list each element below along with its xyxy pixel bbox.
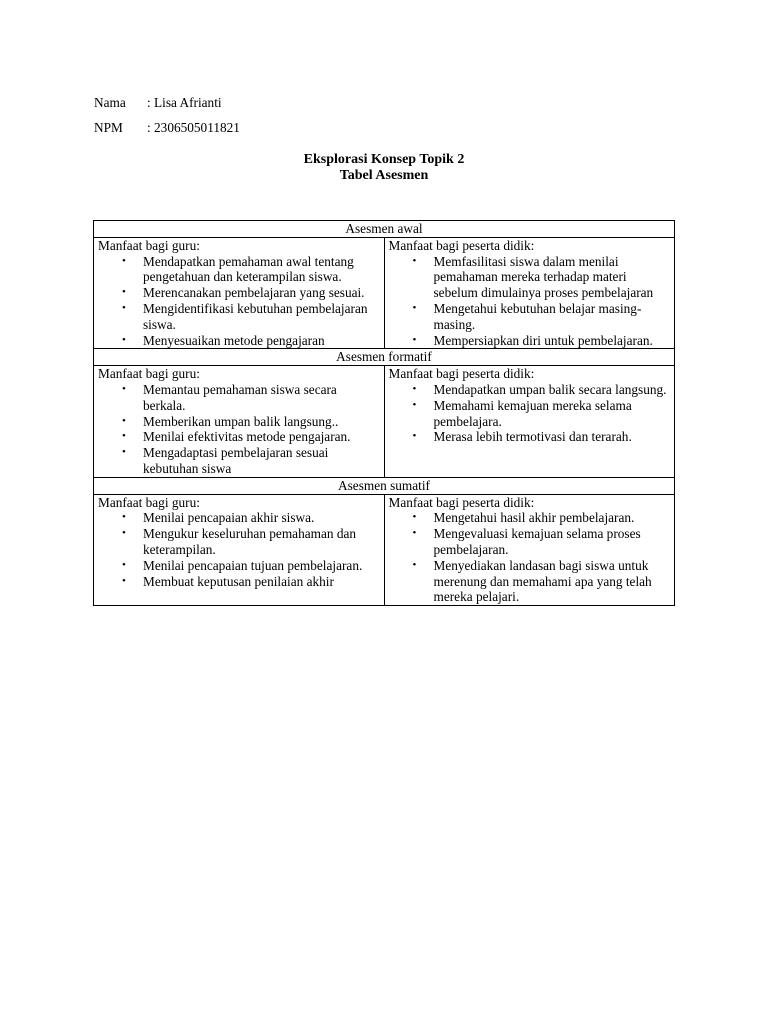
list-item <box>389 301 671 333</box>
section-title: Asesmen formatif <box>94 349 675 366</box>
list-item <box>98 574 380 590</box>
list-item-text: Merasa lebih termotivasi dan terarah. <box>433 429 632 445</box>
list-item-text: Mengidentifikasi kebutuhan pembelajaran siswa. <box>143 300 368 332</box>
bullet-icon: • <box>122 414 126 427</box>
document-subtitle: Tabel Asesmen <box>339 168 429 183</box>
bullet-icon: • <box>122 511 126 524</box>
bullet-icon: • <box>412 301 417 314</box>
section-title-row <box>94 349 675 366</box>
list-item-text: Menilai pencapaian tujuan pembelajaran. <box>143 557 363 573</box>
list-item <box>389 429 671 445</box>
bullet-icon: • <box>412 333 417 346</box>
list-item-text: Merencanakan pembelajaran yang sesuai. <box>143 285 365 301</box>
bullet-icon: • <box>412 527 417 540</box>
document-titles <box>0 152 768 184</box>
bullet-icon: • <box>412 254 417 267</box>
guru-cell <box>94 494 385 606</box>
list-item <box>98 558 380 574</box>
siswa-heading: Manfaat bagi peserta didik: <box>388 237 535 253</box>
list-item-text: Mengevaluasi kemajuan selama proses pembelajaran. <box>433 526 641 557</box>
nama-row <box>94 95 222 111</box>
guru-cell <box>94 366 385 478</box>
siswa-list <box>389 382 671 445</box>
section-content-row <box>94 366 675 478</box>
list-item <box>389 398 671 430</box>
list-item-text: Memberikan umpan balik langsung.. <box>143 413 339 429</box>
list-item <box>389 510 671 526</box>
list-item-text: Menyediakan landasan bagi siswa untuk merenung dan memahami apa yang telah mereka pelajari. <box>433 557 652 605</box>
guru-list <box>98 510 380 589</box>
list-item <box>98 301 380 333</box>
asesmen-table <box>93 220 675 606</box>
bullet-icon: • <box>122 527 126 540</box>
section-title: Asesmen sumatif <box>94 477 675 494</box>
guru-heading: Manfaat bagi guru: <box>98 237 200 253</box>
list-item <box>98 445 380 477</box>
bullet-icon: • <box>412 382 417 395</box>
list-item-text: Mengetahui hasil akhir pembelajaran. <box>433 510 635 526</box>
bullet-icon: • <box>412 558 417 571</box>
list-item-text: Mendapatkan umpan balik secara langsung. <box>433 381 667 397</box>
list-item-text: Mengukur keseluruhan pemahaman dan keterampilan. <box>143 526 357 557</box>
list-item <box>98 333 380 349</box>
npm-value: : 2306505011821 <box>147 120 240 135</box>
nama-label: Nama <box>94 95 126 110</box>
siswa-cell <box>384 237 675 349</box>
list-item <box>98 254 380 286</box>
list-item-text: Mengetahui kebutuhan belajar masing-masing. <box>433 300 642 332</box>
list-item <box>98 382 380 414</box>
list-item-text: Menilai pencapaian akhir siswa. <box>143 510 315 526</box>
list-item-text: Memantau pemahaman siswa secara berkala. <box>143 381 337 413</box>
npm-label: NPM <box>94 120 123 135</box>
guru-cell <box>94 237 385 349</box>
list-item-text: Mempersiapkan diri untuk pembelajaran. <box>433 332 653 348</box>
bullet-icon: • <box>122 286 126 299</box>
list-item <box>98 414 380 430</box>
siswa-list <box>389 510 671 605</box>
guru-heading: Manfaat bagi guru: <box>98 366 200 382</box>
bullet-icon: • <box>412 511 417 524</box>
section-title-row <box>94 221 675 238</box>
siswa-cell <box>384 494 675 606</box>
list-item <box>98 285 380 301</box>
list-item <box>389 382 671 398</box>
bullet-icon: • <box>122 430 126 443</box>
section-title: Asesmen awal <box>94 221 675 238</box>
guru-list <box>98 382 380 477</box>
list-item <box>98 510 380 526</box>
guru-list <box>98 254 380 349</box>
bullet-icon: • <box>122 446 126 459</box>
bullet-icon: • <box>122 333 126 346</box>
list-item-text: Memahami kemajuan mereka selama pembelajara. <box>433 397 632 429</box>
section-title-row <box>94 477 675 494</box>
bullet-icon: • <box>412 430 417 443</box>
list-item <box>389 558 671 605</box>
list-item-text: Mendapatkan pemahaman awal tentang pengetahuan dan keterampilan siswa. <box>143 253 354 285</box>
list-item-text: Memfasilitasi siswa dalam menilai pemahaman mereka terhadap materi sebelum dimulainya proses pembelajaran <box>433 253 654 301</box>
section-content-row <box>94 237 675 349</box>
bullet-icon: • <box>412 398 417 411</box>
list-item-text: Menyesuaikan metode pengajaran <box>143 332 325 348</box>
document-title: Eksplorasi Konsep Topik 2 <box>303 152 465 167</box>
list-item-text: Membuat keputusan penilaian akhir <box>143 573 334 589</box>
nama-value: : Lisa Afrianti <box>147 95 222 110</box>
siswa-heading: Manfaat bagi peserta didik: <box>388 494 535 510</box>
siswa-cell <box>384 366 675 478</box>
bullet-icon: • <box>122 254 126 267</box>
list-item <box>389 526 671 558</box>
list-item <box>98 429 380 445</box>
siswa-list <box>389 254 671 349</box>
bullet-icon: • <box>122 574 126 587</box>
npm-row <box>94 120 240 136</box>
bullet-icon: • <box>122 382 126 395</box>
list-item-text: Mengadaptasi pembelajaran sesuai kebutuhan siswa <box>143 445 329 476</box>
siswa-heading: Manfaat bagi peserta didik: <box>388 366 535 382</box>
bullet-icon: • <box>122 301 126 314</box>
guru-heading: Manfaat bagi guru: <box>98 494 200 510</box>
list-item-text: Menilai efektivitas metode pengajaran. <box>143 429 351 445</box>
list-item <box>389 254 671 301</box>
list-item <box>389 333 671 349</box>
section-content-row <box>94 494 675 606</box>
bullet-icon: • <box>122 558 126 571</box>
list-item <box>98 526 380 558</box>
